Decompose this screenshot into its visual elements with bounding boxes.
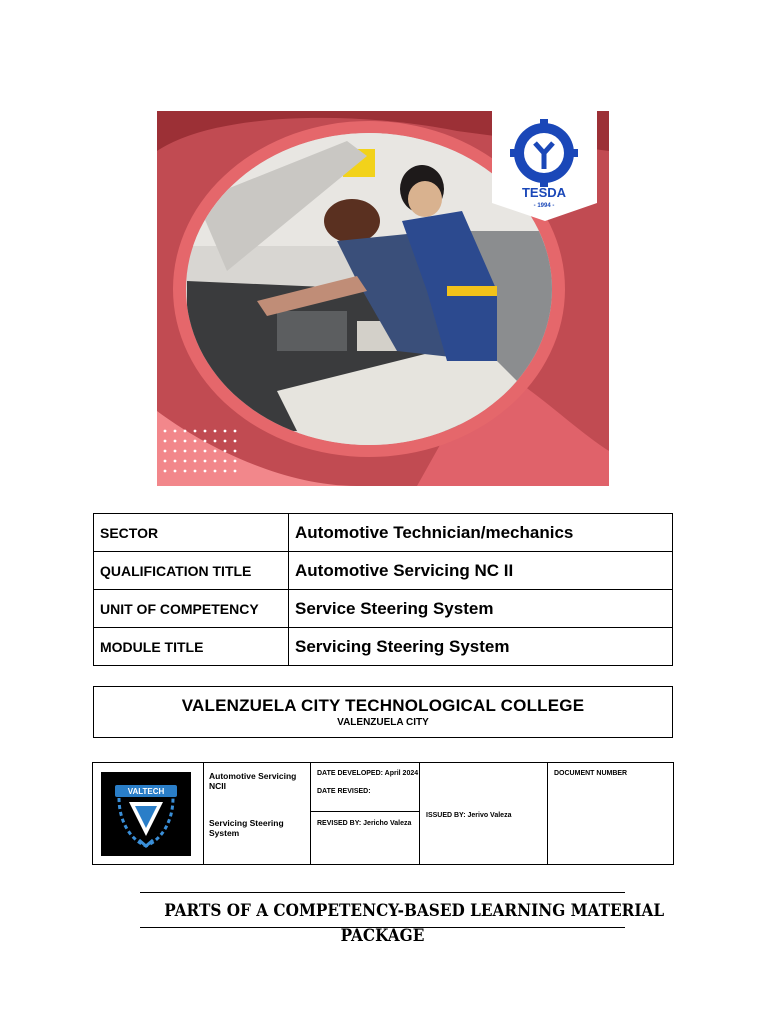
tesda-text: TESDA [521,185,567,200]
college-city: VALENZUELA CITY [337,717,429,728]
footer-qualification: Automotive Servicing NCII [209,771,297,791]
row-value: Servicing Steering System [289,628,673,666]
heading-line-1: PARTS OF A COMPETENCY-BASED LEARNING MATERIAL [164,901,665,921]
cover-illustration [157,111,609,486]
document-number-label: DOCUMENT NUMBER [554,770,628,777]
row-label: UNIT OF COMPETENCY [94,590,289,628]
date-revised: DATE REVISED: [317,788,371,795]
logo-cell [93,763,204,864]
issued-cell [420,763,548,864]
module-cell [204,763,311,864]
college-name: VALENZUELA CITY TECHNOLOGICAL COLLEGE [181,696,585,715]
table-row [94,628,673,666]
row-label: MODULE TITLE [94,628,289,666]
cover-image [157,111,609,486]
dates-cell [311,763,420,864]
table-row [94,552,673,590]
row-label: SECTOR [94,514,289,552]
table-row [94,514,673,552]
tesda-logo [492,111,597,221]
qualification-table [93,513,673,666]
date-developed: DATE DEVELOPED: April 2024 [317,770,419,777]
valtech-logo [101,772,191,856]
row-label: QUALIFICATION TITLE [94,552,289,590]
valtech-text: VALTECH [127,787,165,796]
tesda-year: - 1994 - [533,203,555,209]
college-box [93,686,673,738]
revised-by: REVISED BY: Jericho Valeza [317,820,412,827]
row-value: Automotive Technician/mechanics [289,514,673,552]
cblm-heading [140,892,665,928]
divider [311,811,419,812]
table-row [94,590,673,628]
footer-module: Servicing Steering System [209,818,284,838]
row-value: Automotive Servicing NC II [289,552,673,590]
document-footer [92,762,674,865]
issued-by: ISSUED BY: Jerivo Valeza [426,812,512,819]
heading-line-2: PACKAGE [340,926,425,946]
document-number-cell [548,763,673,864]
row-value: Service Steering System [289,590,673,628]
